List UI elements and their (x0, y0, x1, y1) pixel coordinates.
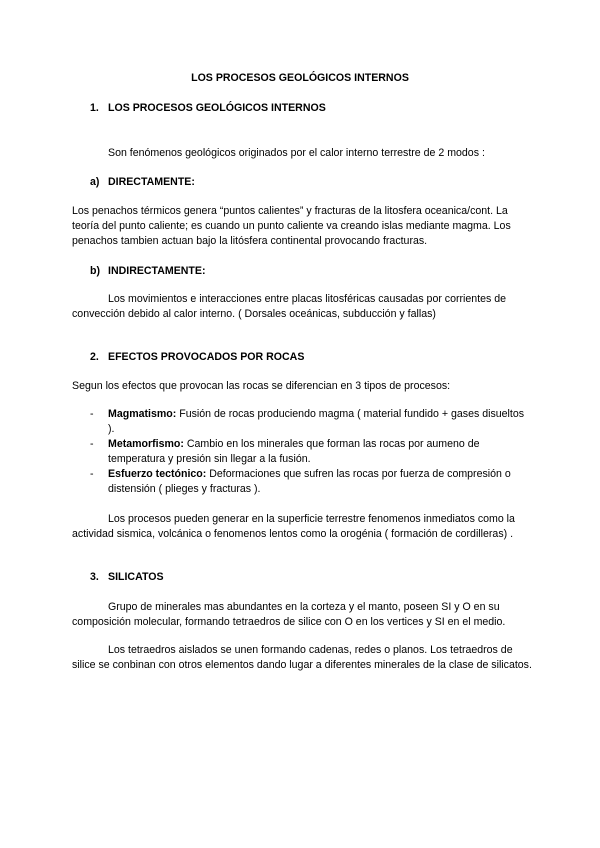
term-esfuerzo-tectonico: Esfuerzo tectónico: (108, 468, 207, 480)
section-3-heading (90, 570, 164, 585)
section-2-intro: Segun los efectos que provocan las rocas se diferencian en 3 tipos de procesos: (72, 380, 451, 392)
section-2-number: 2. (90, 351, 99, 363)
term-magmatismo: Magmatismo: (108, 408, 177, 420)
subsection-a-paragraph: Los penachos térmicos genera “puntos calientes” y fracturas de la litosfera oceanica/cont. La teoría del punto caliente; es cuando un punto caliente va creando islas mediante magma. Los penachos tambien actuan bajo la litósfera continental provocando fracturas. (72, 205, 511, 247)
section-2-heading (90, 350, 304, 365)
section-3-title: SILICATOS (108, 571, 164, 583)
section-3-paragraph-1: Grupo de minerales mas abundantes en la corteza y el manto, poseen SI y O en su composición molecular, formando tetraedros de silice con O en los vertices y SI en el medio. (72, 601, 506, 628)
subsection-b-title: INDIRECTAMENTE: (108, 265, 206, 277)
section-1-intro: Son fenómenos geológicos originados por el calor interno terrestre de 2 modos : (108, 147, 485, 159)
subsection-a-heading (90, 175, 195, 190)
subsection-b-heading (90, 264, 206, 279)
section-3-paragraph-2: Los tetraedros aislados se unen formando cadenas, redes o planos. Los tetraedros de silice se conbinan con otros elementos dando lugar a diferentes minerales de la clase de silicatos. (72, 644, 532, 671)
list-item: - Esfuerzo tectónico: Deformaciones que sufren las rocas por fuerza de compresión o distensión ( plieges y fracturas ). (90, 468, 511, 495)
section-2-closing: Los procesos pueden generar en la superficie terrestre fenomenos inmediatos como la actividad sismica, volcánica o fenomenos lentos como la orogénia ( formación de cordilleras) . (72, 513, 515, 540)
process-list (90, 407, 530, 497)
document-title: LOS PROCESOS GEOLÓGICOS INTERNOS (191, 72, 409, 84)
subsection-a-label: a) (90, 176, 100, 188)
list-item: - Metamorfismo: Cambio en los minerales que forman las rocas por aumeno de temperatura y presión sin llegar a la fusión. (90, 438, 480, 465)
section-3-number: 3. (90, 571, 99, 583)
section-2-title: EFECTOS PROVOCADOS POR ROCAS (108, 351, 305, 363)
section-1-heading (90, 101, 326, 116)
list-item: - Magmatismo: Fusión de rocas produciendo magma ( material fundido + gases disueltos ). (90, 408, 525, 435)
subsection-b-label: b) (90, 265, 100, 277)
term-metamorfismo: Metamorfismo: (108, 438, 184, 450)
subsection-b-paragraph: Los movimientos e interacciones entre placas litosféricas causadas por corrientes de convección debido al calor interno. ( Dorsales oceánicas, subducción y fallas) (72, 293, 507, 320)
section-1-number: 1. (90, 102, 99, 114)
subsection-a-title: DIRECTAMENTE: (108, 176, 195, 188)
section-1-title: LOS PROCESOS GEOLÓGICOS INTERNOS (108, 102, 326, 114)
